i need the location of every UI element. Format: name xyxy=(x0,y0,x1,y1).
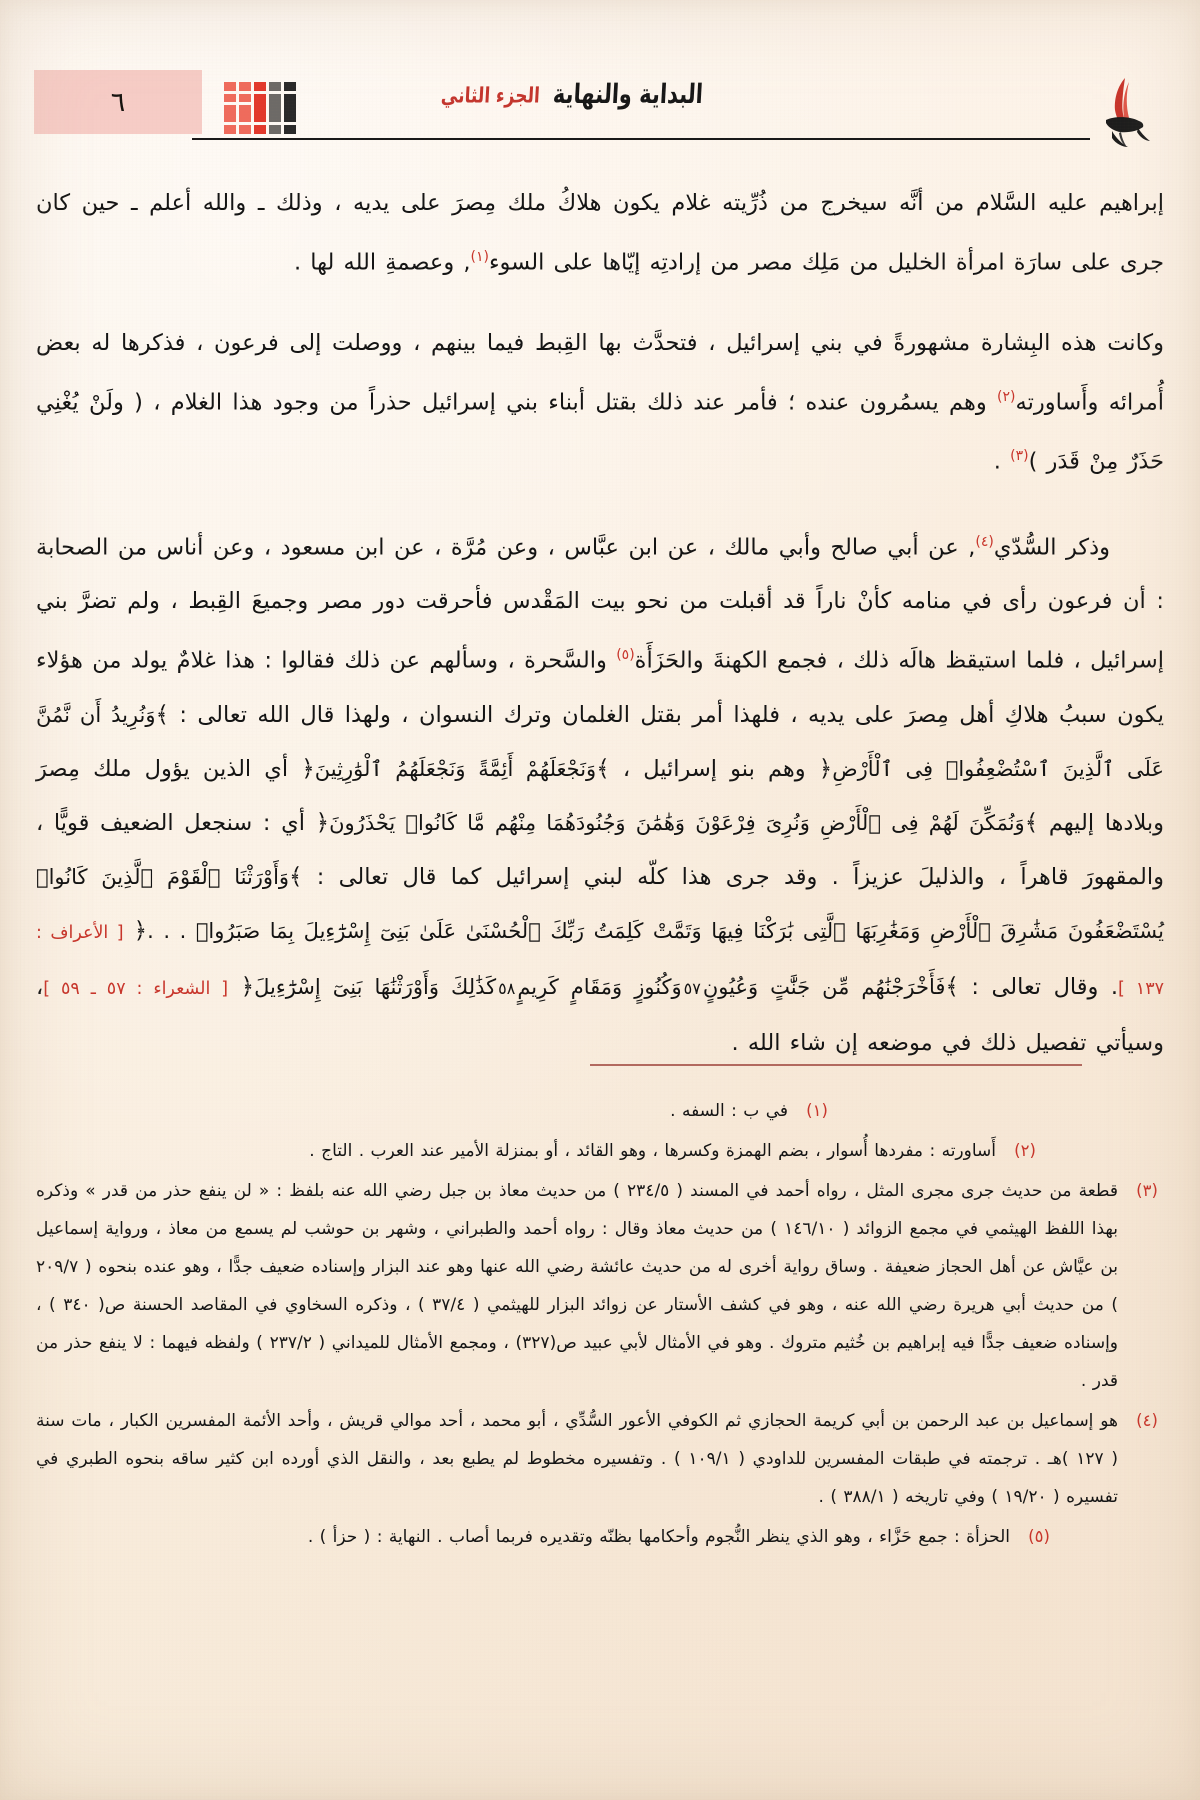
footnote-text-1: في ب : السفه . xyxy=(670,1101,788,1121)
paragraph-2-tail: وهم يسمُرون عنده ؛ فأمر عند ذلك بقتل أبناء بني إسرائيل حذراً من وجود هذا الغلام ، ( ولَنْ يُغْنِي حَذَرٌ مِنْ قَدَر ) xyxy=(36,389,1164,475)
footnote-text-4: هو إسماعيل بن عبد الرحمن بن أبي كريمة الحجازي ثم الكوفي الأعور السُّدِّي ، أبو محمد ، أحد موالي قريش ، وأحد الأئمة المفسرين الكبار ، مات سنة ( ١٢٧ )هـ . ترجمته في طبقات المفسرين للداودي ( ١٠٩/١ ) . وتفسيره مخطوط لم يطبع بعد ، والنقل الذي أورده ابن كثير ساقه بنحوه الطبري في تفسيره ( ١٩/٢٠ ) وفي تاريخه ( ٣٨٨/١ ) . xyxy=(36,1411,1118,1507)
paragraph-1-text: إبراهيم عليه السَّلام من أنَّه سيخرج من ذُرِّيته غلام يكون هلاكُ ملك مِصرَ على يديه ، وذلك ـ والله أعلم ـ حين كان جرى على سارَة امرأة الخليل من مَلِك مصر من إرادتِه إيّاها على السوء xyxy=(36,190,1164,276)
connector-said: . وقال تعالى : xyxy=(971,973,1119,1000)
ayah-number-58: ٥٨ xyxy=(498,978,516,998)
verse-3-gloss: أي : سنجعل الضعيف قويًّا ، والمقهورَ قاهراً ، والذليلَ عزيزاً . xyxy=(36,809,1164,890)
footnote-text-2: أَساورته : مفردها أُسوار ، بضم الهمزة وكسرها ، وهو القائد ، أو بمنزلة الأمير عند العرب . التاج . xyxy=(309,1141,996,1161)
paragraph-1-tail: , وعصمةِ الله لها . xyxy=(294,249,471,276)
footnote-marker-2: (٢) xyxy=(1014,1141,1036,1160)
decorative-barcode-icon xyxy=(210,82,296,134)
ayah-number-57: ٥٧ xyxy=(683,978,701,998)
page-number-plate xyxy=(34,70,202,134)
quran-verse-5a: فَأَخْرَجْنَٰهُم مِّن جَنَّٰتٍ وَعُيُونٍ xyxy=(702,974,946,999)
quran-verse-1: وَنُرِيدُ أَن نَّمُنَّ عَلَى ٱلَّذِينَ ٱسْتُضْعِفُوا۟ فِى ٱلْأَرْضِ xyxy=(36,702,1165,781)
paragraph-1 xyxy=(36,176,1164,290)
verse-close-brace-1: ﴿ xyxy=(818,755,833,782)
footnote-item-5 xyxy=(36,1518,1056,1556)
paragraph-2: وكانت هذه البِشارة مشهورةً في بني إسرائيل ، فتحدَّث بها القِبط فيما بينهم ، ووصلت إلى فرعون ، فذكرها له بعض أُمرائه وأَساورته$^{(٢)}$ وهم يسمُرون عنده ؛ فأمر عند ذلك بقتل أبناء بني إسرائيل حذراً من وجود هذا الغلام ، ( ولَنْ يُغْنِي حَذَرٌ مِنْ قَدَر )$^{(٣)}$ . xyxy=(36,329,1164,475)
page-header xyxy=(34,78,1166,152)
footnote-item-1 xyxy=(36,1092,834,1130)
paragraph-2-text: وكانت هذه البِشارة مشهورةً في بني إسرائيل ، فتحدَّث بها القِبط فيما بينهم ، ووصلت إلى فرعون ، فذكرها له بعض أُمرائه وأَساورته xyxy=(36,329,1164,415)
footnote-marker-4: (٤) xyxy=(1136,1411,1158,1430)
verse-close-brace-3: ﴿ xyxy=(315,809,330,836)
verse-close-brace-4: ﴿ xyxy=(133,917,148,944)
footnote-ref-5[interactable]: (٥) xyxy=(616,647,635,663)
footnote-divider xyxy=(590,1064,1082,1066)
paragraph-3-lead: وذكر السُّدّي xyxy=(993,534,1111,560)
header-divider xyxy=(192,138,1090,140)
paragraph-3-tail: والسَّحرة ، وسألهم عن ذلك فقالوا : هذا غلامٌ يولد من هؤلاء يكون سببُ هلاكِ أهل مِصرَ على يديه ، فلهذا أمر بقتل الغلمان وترك النسوان ، ولهذا قال الله تعالى : xyxy=(36,647,1164,728)
closing-sentence: ، وسيأتي تفصيل ذلك في موضعه إن شاء الله . xyxy=(36,973,1164,1056)
footnote-ref-1[interactable]: (١) xyxy=(470,249,489,265)
verse-open-brace-1: ﴾ xyxy=(155,701,169,728)
footnote-item-4 xyxy=(36,1402,1164,1516)
quran-verse-5c: كَذَٰلِكَ وَأَوْرَثْنَٰهَا بَنِىٓ إِسْرَٰٓءِيلَ xyxy=(254,974,497,999)
footnote-text-5: الحزأة : جمع حَزَّاء ، وهو الذي ينظر النُّجوم وأحكامها بظنّه وتقديره فربما أصاب . النهاية : ( حزأ ) . xyxy=(307,1527,1010,1547)
quran-verse-4: وَأَوْرَثْنَا ٱلْقَوْمَ ٱلَّذِينَ كَانُوا۟ يُسْتَضْعَفُونَ مَشَٰرِقَ ٱلْأَرْضِ وَمَغَٰرِبَهَا ٱلَّتِى بَٰرَكْنَا فِيهَا وَتَمَّتْ كَلِمَتُ رَبِّكَ ٱلْحُسْنَىٰ عَلَىٰ بَنِىٓ إِسْرَٰٓءِيلَ بِمَا صَبَرُوا۟ . . . xyxy=(36,864,1164,943)
page-number: ٦ xyxy=(110,86,126,118)
footnote-item-2 xyxy=(36,1132,1042,1170)
footnotes-section xyxy=(36,1092,1164,1558)
quran-verse-3: وَنُمَكِّنَ لَهُمْ فِى ٱلْأَرْضِ وَنُرِىَ فِرْعَوْنَ وَهَٰمَٰنَ وَجُنُودَهُمَا مِنْهُم مَّا كَانُوا۟ يَحْذَرُونَ xyxy=(329,810,1025,835)
verse-close-brace-5: ﴿ xyxy=(240,973,255,1000)
footnote-marker-1: (١) xyxy=(806,1101,828,1120)
footnote-text-3: قطعة من حديث جرى مجرى المثل ، رواه أحمد في المسند ( ٢٣٤/٥ ) من حديث معاذ بن جبل رضي الله عنه بلفظ : « لن ينفع حذر من قدر » وذكره بهذا اللفظ الهيثمي في مجمع الزوائد ( ١٤٦/١٠ ) من حديث معاذ وقال : رواه أحمد والطبراني ، وشهر بن حوشب لم يسمع من معاذ ، ورواية إسماعيل بن عيَّاش عن أهل الحجاز ضعيفة . وساق رواية أخرى له من حديث عائشة رضي الله عنها وهو عند البزار وإسناده ضعيف جدًّا ، وهو عنده بنحوه ( ٢٠٩/٧ ) من حديث أبي هريرة رضي الله عنه ، وهو في كشف الأستار عن زوائد البزار للهيثمي ( ٣٧/٤ ) ، وذكره السخاوي في المقاصد الحسنة ص( ٣٤٠ ) ، وإسناده ضعيف جدًّا فيه إبراهيم بن خُثيم متروك . وهو في الأمثال لأبي عبيد ص(٣٢٧) ، ومجمع الأمثال للميداني ( ٢٣٧/٢ ) ولفظه فيهما : لا ينفع حذر من قدر . xyxy=(36,1181,1119,1391)
quran-verse-5b: وَكُنُوزٍ وَمَقَامٍ كَرِيمٍ xyxy=(517,974,682,999)
verse-5-source: [ الشعراء : ٥٧ ـ ٥٩ ] xyxy=(43,978,229,999)
quran-verse-2: وَنَجْعَلَهُمْ أَئِمَّةً وَنَجْعَلَهُمُ ٱلْوَٰرِثِينَ xyxy=(314,756,597,781)
book-title: البداية والنهاية xyxy=(552,78,704,110)
verse-1-gloss: وهم بنو إسرائيل ، xyxy=(622,755,806,782)
verse-2-gloss: أي الذين يؤول ملك مِصرَ وبلادها إليهم xyxy=(36,755,1164,836)
verse-close-brace-2: ﴿ xyxy=(301,755,315,782)
footnote-ref-2[interactable]: (٢) xyxy=(997,388,1016,405)
verse-open-brace-5: ﴾ xyxy=(945,973,959,1000)
verse-open-brace-4: ﴾ xyxy=(289,863,303,890)
volume-label: الجزء الثاني xyxy=(440,83,541,109)
paragraph-3 xyxy=(36,515,1164,1070)
footnote-ref-4[interactable]: (٤) xyxy=(975,533,994,550)
verse-4-source: [ الأعراف : ١٣٧ ] xyxy=(36,922,1164,999)
footnote-marker-3: (٣) xyxy=(1136,1181,1158,1200)
verse-open-brace-3: ﴾ xyxy=(1024,809,1039,836)
verse-open-brace-2: ﴾ xyxy=(596,755,610,782)
footnote-item-3 xyxy=(36,1172,1164,1400)
footnote-ref-3[interactable]: (٣) xyxy=(1010,448,1029,464)
page-body xyxy=(36,176,1164,1096)
footnote-marker-5: (٥) xyxy=(1028,1527,1050,1546)
connector-transmitted: وقد جرى هذا كلّه لبني إسرائيل كما قال تعالى : xyxy=(316,863,818,890)
paragraph-3-text: , عن أبي صالح وأبي مالك ، عن ابن عبَّاس ، وعن مُرَّة ، عن ابن مسعود ، وعن أناس من الصحابة : أن فرعون رأى في منامه كأنْ ناراً قد أقبلت من نحو بيت المَقْدس فأحرقت دور مصر وجميعَ القِبط ، ولم تضرَّ بني إسرائيل ، فلما استيقظ هالَه ذلك ، فجمع الكهنةَ والحَزَأَة xyxy=(36,534,1164,674)
